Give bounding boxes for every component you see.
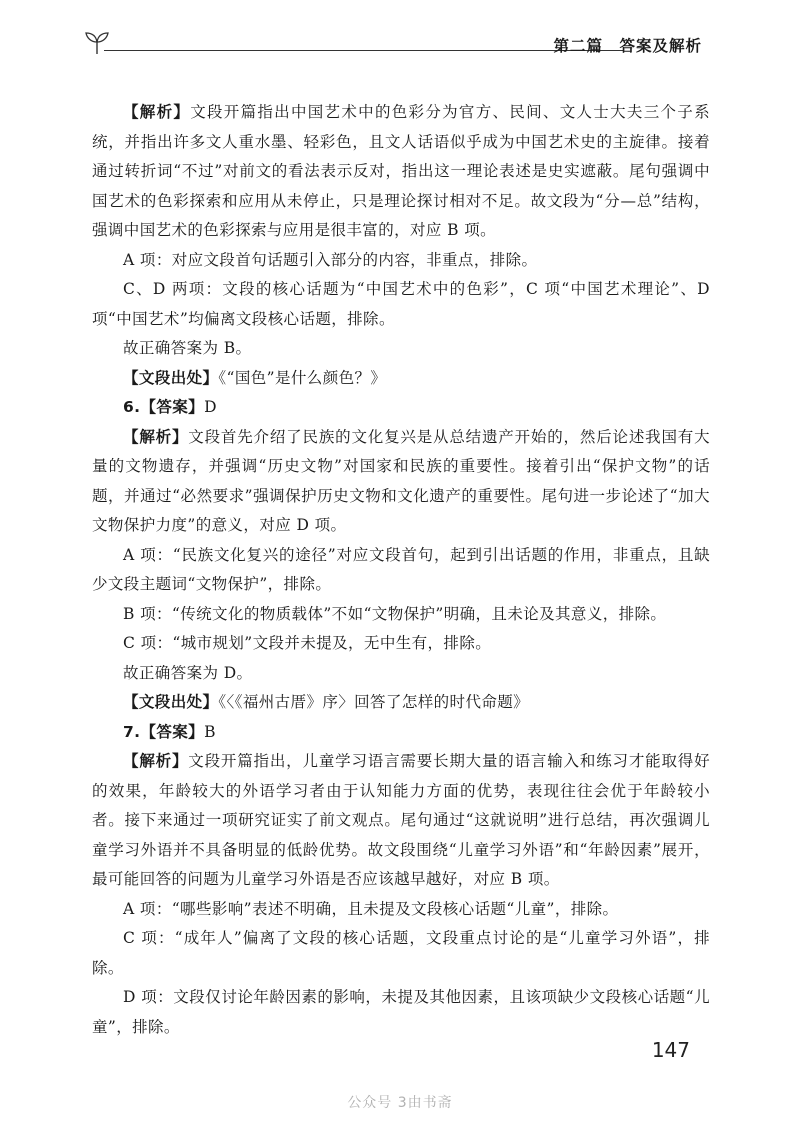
paragraph-text: D 项：文段仅讨论年龄因素的影响，未提及其他因素，且该项缺少文段核心话题“儿童”，排除。 [92,988,710,1036]
leaf-icon [82,30,112,56]
page-number: 147 [651,1038,690,1062]
answer-explanations [92,98,710,1042]
paragraph-text: C 项：“城市规划”文段并未提及，无中生有，排除。 [123,634,492,652]
paragraph-text: A 项：“民族文化复兴的途径”对应文段首句，起到引出话题的作用，非重点，且缺少文段主题词“文物保护”，排除。 [92,545,710,593]
paragraph-text: A 项：对应文段首句话题引入部分的内容，非重点，排除。 [123,250,538,269]
paragraph-tag: 【解析】 [123,752,189,770]
paragraph-text: 故正确答案为 B。 [123,339,252,357]
paragraph [92,983,710,1042]
paragraph [92,98,710,246]
paragraph [92,246,710,276]
paragraph [92,600,710,630]
paragraph [92,423,710,541]
paragraph [92,718,710,748]
paragraph-text: 《“国色”是什么颜色？》 [218,368,387,387]
paragraph-text: B 项：“传统文化的物质载体”不如“文物保护”明确，且未论及其意义，排除。 [123,604,667,623]
section-title: 第二篇 答案及解析 [553,37,702,55]
paragraph [92,747,710,895]
header-rule [104,50,624,51]
paragraph-tag: 7.【答案】 [123,722,205,741]
paragraph [92,688,710,718]
paragraph [92,541,710,600]
paragraph [92,895,710,925]
paragraph-text: A 项：“哪些影响”表述不明确，且未提及文段核心话题“儿童”，排除。 [123,899,619,918]
paragraph-tag: 6.【答案】 [123,398,205,416]
paragraph-text: C、D 两项：文段的核心话题为“中国艺术中的色彩”，C 项“中国艺术理论”、D 项“中国艺术”均偏离文段核心话题，排除。 [92,280,710,328]
paragraph-text: 文段开篇指出中国艺术中的色彩分为官方、民间、文人士大夫三个子系统，并指出许多文人重水墨、轻彩色，且文人话语似乎成为中国艺术史的主旋律。接着通过转折词“不过”对前文的看法表示反对，指出这一理论表述是史实遮蔽。尾句强调中国艺术的色彩探索和应用从未停止，只是理论探讨相对不足。故文段为“分—总”结构，强调中国艺术的色彩探索与应用是很丰富的，对应 B 项。 [92,103,710,239]
paragraph-text: 文段首先介绍了民族的文化复兴是从总结遗产开始的，然后论述我国有大量的文物遗存，并强调“历史文物”对国家和民族的重要性。接着引出“保护文物”的话题，并通过“必然要求”强调保护历史文物和文化遗产的重要性。尾句进一步论述了“加大文物保护力度”的意义，对应 D 项。 [92,427,710,534]
paragraph [92,275,710,334]
paragraph [92,364,710,394]
paragraph-tag: 【解析】 [123,427,189,446]
paragraph-text: 故正确答案为 D。 [123,663,253,682]
watermark: 公众号 3由书斋 [347,1095,453,1111]
paragraph-tag: 【文段出处】 [123,693,219,711]
paragraph [92,629,710,659]
paragraph-text: 《〈《福州古厝》序〉回答了怎样的时代命题》 [218,693,530,711]
paragraph-text: B [204,722,216,741]
paragraph-tag: 【解析】 [123,103,191,121]
paragraph [92,924,710,983]
paragraph [92,393,710,423]
paragraph-text: 文段开篇指出，儿童学习语言需要长期大量的语言输入和练习才能取得好的效果，年龄较大的外语学习者由于认知能力方面的优势，表现往往会优于年龄较小者。接下来通过一项研究证实了前文观点。尾句通过“这就说明”进行总结，再次强调儿童学习外语并不具备明显的低龄优势。故文段围绕“儿童学习外语”和“年龄因素”展开，最可能回答的问题为儿童学习外语是否应该越早越好，对应 B 项。 [92,752,710,888]
paragraph [92,659,710,689]
paragraph-text: D [204,398,217,416]
paragraph-tag: 【文段出处】 [123,368,219,387]
paragraph-text: C 项：“成年人”偏离了文段的核心话题，文段重点讨论的是“儿童学习外语”，排除。 [92,929,710,977]
paragraph [92,334,710,364]
page-header [82,24,702,64]
